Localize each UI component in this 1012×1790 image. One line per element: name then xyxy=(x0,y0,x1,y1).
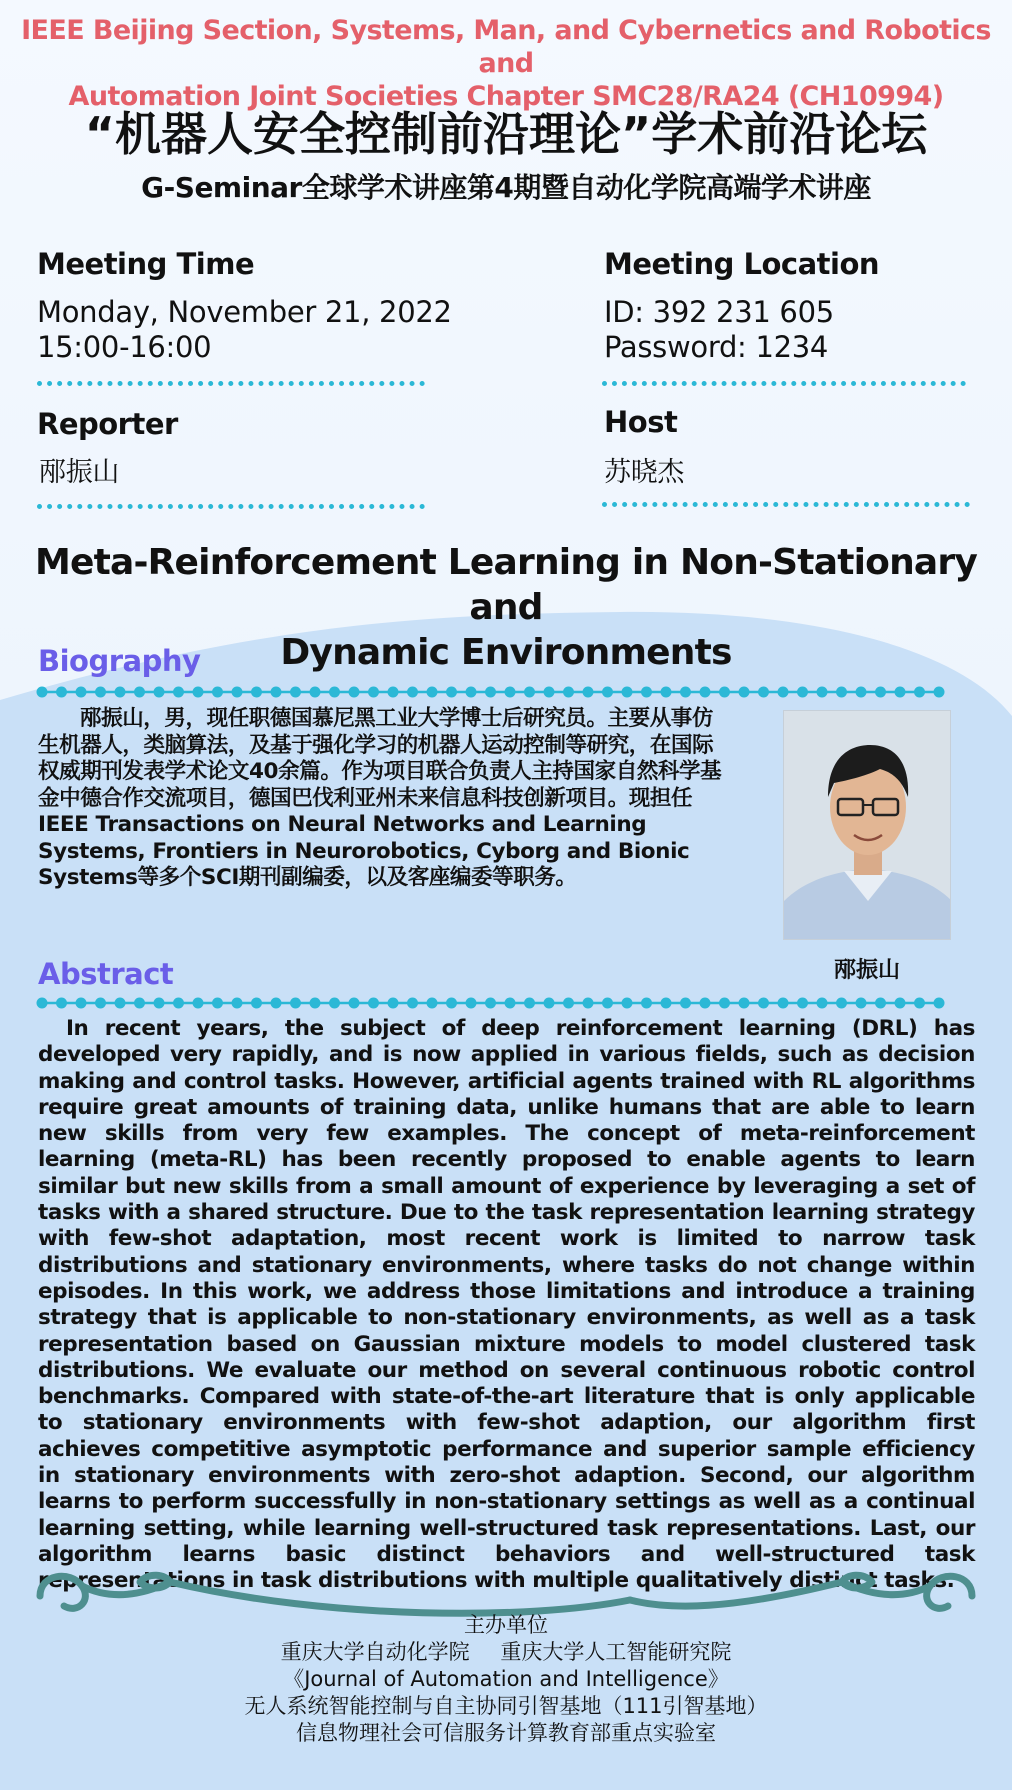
bead-dot xyxy=(700,687,711,698)
organizer-5: 信息物理社会可信服务计算教育部重点实验室 xyxy=(296,1721,716,1745)
reporter-label: Reporter xyxy=(37,407,178,441)
bead-dot xyxy=(388,998,399,1009)
bead-dot xyxy=(622,998,633,1009)
bead-dot xyxy=(719,998,730,1009)
bead-dot xyxy=(407,998,418,1009)
meeting-time: 15:00-16:00 xyxy=(37,330,212,364)
talk-title-line-2: Dynamic Environments xyxy=(280,632,732,673)
bead-dot xyxy=(602,998,613,1009)
bead-dot xyxy=(76,687,87,698)
bead-dot xyxy=(817,687,828,698)
bead-dot xyxy=(524,687,535,698)
photo-caption: 邴振山 xyxy=(833,958,900,983)
bead-dot xyxy=(95,998,106,1009)
divider-dots xyxy=(37,504,425,509)
meeting-date: Monday, November 21, 2022 xyxy=(37,295,452,329)
bead-dot xyxy=(115,687,126,698)
bead-dot xyxy=(758,998,769,1009)
bead-dot xyxy=(193,998,204,1009)
organizer-2: 重庆大学人工智能研究院 xyxy=(500,1640,732,1664)
bead-dot xyxy=(271,687,282,698)
bead-dot xyxy=(466,687,477,698)
society-header xyxy=(0,14,1012,113)
host-name: 苏晓杰 xyxy=(604,457,685,488)
bead-dot xyxy=(914,998,925,1009)
bead-dot xyxy=(427,687,438,698)
bead-dot xyxy=(875,687,886,698)
bead-dot xyxy=(700,998,711,1009)
bead-dot xyxy=(329,998,340,1009)
bead-divider xyxy=(36,996,946,1010)
bead-dot xyxy=(661,687,672,698)
bead-dot xyxy=(485,998,496,1009)
bead-dot xyxy=(817,998,828,1009)
bead-dot xyxy=(739,687,750,698)
bead-dot xyxy=(719,687,730,698)
bead-dot xyxy=(173,687,184,698)
bead-dot xyxy=(290,998,301,1009)
bead-dot xyxy=(680,687,691,698)
talk-title-line-1: Meta-Reinforcement Learning in Non-Stationary and xyxy=(34,542,978,628)
meeting-id: ID: 392 231 605 xyxy=(604,295,834,329)
bead-dot xyxy=(212,687,223,698)
organizer-label: 主办单位 xyxy=(464,1613,548,1637)
bead-dot xyxy=(856,687,867,698)
bead-dot xyxy=(154,687,165,698)
bead-dot xyxy=(310,687,321,698)
bead-dot xyxy=(641,998,652,1009)
organizer-4: 无人系统智能控制与自主协同引智基地（111引智基地） xyxy=(244,1694,768,1718)
bead-dot xyxy=(583,687,594,698)
reporter-photo xyxy=(783,710,951,940)
bead-dot xyxy=(251,998,262,1009)
bead-dot xyxy=(446,687,457,698)
bead-dot xyxy=(641,687,652,698)
abstract-text: In recent years, the subject of deep reinforcement learning (DRL) has developed very rapidly, and is now applied in various fields, such as decision making and control tasks. However, artificial agents trained with RL algorithms require great amounts of training data, unlike humans that are able to learn new skills from very few examples. The concept of meta-reinforcement learning (meta-RL) has been recently proposed to enable agents to learn similar but new skills from a small amount of experience by leveraging a set of tasks with a shared structure. Due to the task representation learning strategy with few-shot adaptation, most recent work is limited to narrow task distributions and stationary environments, where tasks do not change within episodes. In this work, we address those limitations and introduce a training strategy that is applicable to non-stationary environments, as well as a task representation based on Gaussian mixture models to model clustered task distributions. We evaluate our method on several continuous robotic control benchmarks. Compared with state-of-the-art literature that is only applicable to stationary environments with few-shot adaption, our algorithm first achieves competitive asymptotic performance and superior sample efficiency in stationary environments with zero-shot adaption. Second, our algorithm learns to perform successfully in non-stationary settings as well as a continual learning setting, while learning well-structured task representations. Last, our algorithm learns basic distinct behaviors and well-structured task representations in task distributions with multiple qualitatively distinct tasks. xyxy=(38,1016,975,1594)
bead-dot xyxy=(895,687,906,698)
bead-dot xyxy=(836,998,847,1009)
bead-dot xyxy=(271,998,282,1009)
bead-dot xyxy=(836,687,847,698)
reporter-name: 邴振山 xyxy=(39,457,120,488)
bead-dot xyxy=(778,998,789,1009)
bead-dot xyxy=(368,687,379,698)
bead-dot xyxy=(524,998,535,1009)
bead-dot xyxy=(56,687,67,698)
bead-dot xyxy=(875,998,886,1009)
meeting-password: Password: 1234 xyxy=(604,330,829,364)
bead-dot xyxy=(485,687,496,698)
society-line-1: IEEE Beijing Section, Systems, Man, and Cybernetics and Robotics and xyxy=(21,15,991,79)
bead-dot xyxy=(563,998,574,1009)
bead-dot xyxy=(329,687,340,698)
bead-dot xyxy=(758,687,769,698)
organizers-footer xyxy=(0,1612,1012,1747)
abstract-heading: Abstract xyxy=(38,957,174,991)
bead-dot xyxy=(76,998,87,1009)
divider-dots xyxy=(602,502,970,507)
bead-dot xyxy=(173,998,184,1009)
bead-dot xyxy=(505,687,516,698)
bead-dot xyxy=(563,687,574,698)
society-line-2: Automation Joint Societies Chapter SMC28/RA24 (CH10994) xyxy=(68,81,944,112)
bead-dot xyxy=(661,998,672,1009)
bead-dot xyxy=(895,998,906,1009)
bead-dot xyxy=(349,998,360,1009)
bead-dot xyxy=(154,998,165,1009)
bead-dot xyxy=(797,998,808,1009)
bead-dot xyxy=(232,687,243,698)
bead-dot xyxy=(134,687,145,698)
biography-text: 邴振山，男，现任职德国慕尼黑工业大学博士后研究员。主要从事仿生机器人，类脑算法，及基于强化学习的机器人运动控制等研究，在国际权威期刊发表学术论文40余篇。作为项目联合负责人主持国家自然科学基金中德合作交流项目，德国巴伐利亚州未来信息科技创新项目。现担任IEEE Transactions on Neural Networks and Learning Systems, Frontiers in Neurorobotics, Cyborg and Bionic Systems等多个SCI期刊副编委，以及客座编委等职务。 xyxy=(38,706,722,890)
bead-dot xyxy=(934,687,945,698)
bead-dot xyxy=(583,998,594,1009)
meeting-time-label: Meeting Time xyxy=(37,247,255,281)
bead-dot xyxy=(602,687,613,698)
bead-dot xyxy=(251,687,262,698)
divider-dots xyxy=(602,381,966,386)
organizer-3: 《Journal of Automation and Intelligence》 xyxy=(283,1667,729,1691)
bead-dot xyxy=(914,687,925,698)
bead-dot xyxy=(134,998,145,1009)
bead-dot xyxy=(680,998,691,1009)
forum-title: “机器人安全控制前沿理论”学术前沿论坛 xyxy=(84,107,928,161)
bead-dot xyxy=(466,998,477,1009)
bead-dot xyxy=(232,998,243,1009)
host-label: Host xyxy=(604,405,678,439)
bead-dot xyxy=(856,998,867,1009)
bead-dot xyxy=(290,687,301,698)
bead-dot xyxy=(446,998,457,1009)
divider-dots xyxy=(37,381,425,386)
bead-dot xyxy=(622,687,633,698)
bead-dot xyxy=(934,998,945,1009)
bead-dot xyxy=(37,998,48,1009)
ornamental-divider xyxy=(30,1560,982,1620)
biography-heading: Biography xyxy=(38,644,201,678)
forum-subtitle: G-Seminar全球学术讲座第4期暨自动化学院高端学术讲座 xyxy=(141,171,871,204)
bead-dot xyxy=(115,998,126,1009)
bead-dot xyxy=(212,998,223,1009)
bead-dot xyxy=(349,687,360,698)
bead-dot xyxy=(56,998,67,1009)
bead-dot xyxy=(407,687,418,698)
bead-dot xyxy=(95,687,106,698)
meeting-location-label: Meeting Location xyxy=(604,247,880,281)
bead-dot xyxy=(368,998,379,1009)
bead-dot xyxy=(778,687,789,698)
organizer-1: 重庆大学自动化学院 xyxy=(280,1640,470,1664)
bead-dot xyxy=(544,687,555,698)
bead-dot xyxy=(193,687,204,698)
bead-dot xyxy=(739,998,750,1009)
bead-dot xyxy=(388,687,399,698)
bead-divider xyxy=(36,685,946,699)
bead-dot xyxy=(427,998,438,1009)
bead-dot xyxy=(505,998,516,1009)
bead-dot xyxy=(797,687,808,698)
bead-dot xyxy=(310,998,321,1009)
bead-dot xyxy=(37,687,48,698)
bead-dot xyxy=(544,998,555,1009)
